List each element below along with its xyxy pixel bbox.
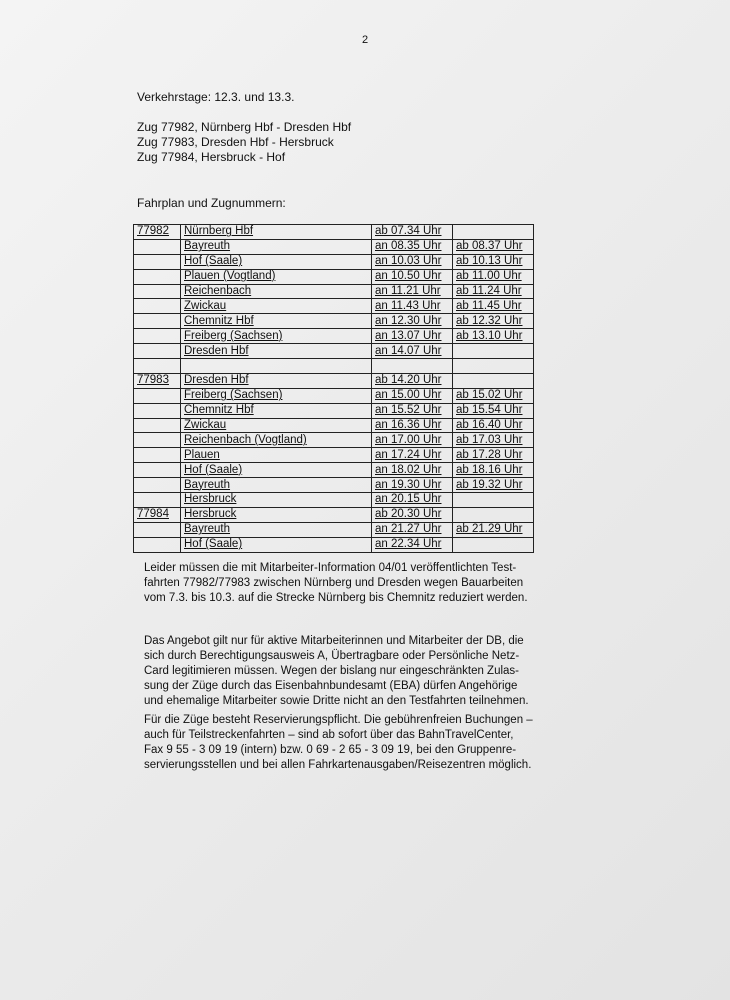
train-number-cell — [134, 433, 181, 448]
train-number-cell — [134, 537, 181, 552]
schedule-table — [133, 224, 534, 553]
train-number-cell — [134, 418, 181, 433]
train-number-cell: 77983 — [134, 373, 181, 388]
train-line: Zug 77983, Dresden Hbf - Hersbruck — [137, 135, 334, 149]
schedule-row — [134, 239, 534, 254]
station-cell: Dresden Hbf — [181, 344, 372, 359]
train-number-cell — [134, 403, 181, 418]
schedule-row — [134, 344, 534, 359]
train-number-cell — [134, 388, 181, 403]
departure-cell: ab 15.54 Uhr — [453, 403, 534, 418]
paragraph-construction — [144, 561, 574, 606]
schedule-row — [134, 254, 534, 269]
departure-cell — [453, 537, 534, 552]
paragraph-line: Für die Züge besteht Reservierungspflicht. Die gebührenfreien Buchungen – — [144, 714, 533, 726]
train-number-cell — [134, 329, 181, 344]
station-cell: Hersbruck — [181, 493, 372, 508]
schedule-row — [134, 225, 534, 240]
schedule-row — [134, 403, 534, 418]
departure-cell — [453, 507, 534, 522]
paragraph-reservation — [144, 713, 574, 773]
paragraph-line: Card legitimieren müssen. Wegen der bislang nur eingeschränkten Zulas- — [144, 665, 520, 677]
train-number-cell — [134, 448, 181, 463]
train-number-cell — [134, 269, 181, 284]
station-cell: Chemnitz Hbf — [181, 314, 372, 329]
station-cell: Plauen (Vogtland) — [181, 269, 372, 284]
arrival-cell: an 10.50 Uhr — [372, 269, 453, 284]
station-cell: Hof (Saale) — [181, 254, 372, 269]
station-cell: Plauen — [181, 448, 372, 463]
arrival-cell: an 18.02 Uhr — [372, 463, 453, 478]
station-cell: Freiberg (Sachsen) — [181, 388, 372, 403]
train-number-cell — [134, 493, 181, 508]
departure-cell — [453, 493, 534, 508]
arrival-cell: an 14.07 Uhr — [372, 344, 453, 359]
station-cell: Zwickau — [181, 418, 372, 433]
schedule-row — [134, 448, 534, 463]
station-cell: Reichenbach (Vogtland) — [181, 433, 372, 448]
arrival-cell: an 08.35 Uhr — [372, 239, 453, 254]
train-list — [137, 120, 351, 165]
departure-cell: ab 19.32 Uhr — [453, 478, 534, 493]
departure-cell: ab 15.02 Uhr — [453, 388, 534, 403]
train-number-cell — [134, 359, 181, 374]
schedule-row — [134, 284, 534, 299]
paragraph-line: vom 7.3. bis 10.3. auf die Strecke Nürnberg bis Chemnitz reduziert werden. — [144, 592, 528, 604]
departure-cell: ab 08.37 Uhr — [453, 239, 534, 254]
station-cell — [181, 359, 372, 374]
departure-cell: ab 17.28 Uhr — [453, 448, 534, 463]
schedule-row — [134, 373, 534, 388]
train-number-cell — [134, 254, 181, 269]
schedule-row — [134, 314, 534, 329]
station-cell: Reichenbach — [181, 284, 372, 299]
train-line: Zug 77984, Hersbruck - Hof — [137, 150, 286, 164]
schedule-row — [134, 299, 534, 314]
station-cell: Hof (Saale) — [181, 463, 372, 478]
departure-cell — [453, 344, 534, 359]
train-number-cell — [134, 478, 181, 493]
station-cell: Bayreuth — [181, 522, 372, 537]
arrival-cell: an 15.52 Uhr — [372, 403, 453, 418]
train-number-cell — [134, 299, 181, 314]
arrival-cell: ab 20.30 Uhr — [372, 507, 453, 522]
arrival-cell: an 10.03 Uhr — [372, 254, 453, 269]
paragraph-line: sung der Züge durch das Eisenbahnbundesamt (EBA) dürfen Angehörige — [144, 680, 518, 692]
station-cell: Bayreuth — [181, 239, 372, 254]
train-number-cell: 77982 — [134, 225, 181, 240]
departure-cell: ab 10.13 Uhr — [453, 254, 534, 269]
departure-cell: ab 17.03 Uhr — [453, 433, 534, 448]
paragraph-line: fahrten 77982/77983 zwischen Nürnberg und Dresden wegen Bauarbeiten — [144, 577, 524, 589]
arrival-cell — [372, 359, 453, 374]
train-number-cell — [134, 284, 181, 299]
arrival-cell: an 22.34 Uhr — [372, 537, 453, 552]
arrival-cell: an 15.00 Uhr — [372, 388, 453, 403]
departure-cell: ab 12.32 Uhr — [453, 314, 534, 329]
paragraph-line: Leider müssen die mit Mitarbeiter-Information 04/01 veröffentlichten Test- — [144, 562, 517, 574]
paragraph-line: Das Angebot gilt nur für aktive Mitarbeiterinnen und Mitarbeiter der DB, die — [144, 635, 524, 647]
station-cell: Chemnitz Hbf — [181, 403, 372, 418]
train-number-cell — [134, 522, 181, 537]
arrival-cell: an 11.21 Uhr — [372, 284, 453, 299]
arrival-cell: an 13.07 Uhr — [372, 329, 453, 344]
schedule-row — [134, 388, 534, 403]
travel-days: Verkehrstage: 12.3. und 13.3. — [137, 90, 295, 104]
arrival-cell: an 20.15 Uhr — [372, 493, 453, 508]
arrival-cell: an 21.27 Uhr — [372, 522, 453, 537]
paragraph-line: sich durch Berechtigungsausweis A, Übertragbare oder Persönliche Netz- — [144, 650, 520, 662]
train-number-cell: 77984 — [134, 507, 181, 522]
schedule-row — [134, 359, 534, 374]
departure-cell: ab 13.10 Uhr — [453, 329, 534, 344]
arrival-cell: an 12.30 Uhr — [372, 314, 453, 329]
arrival-cell: ab 07.34 Uhr — [372, 225, 453, 240]
arrival-cell: an 17.00 Uhr — [372, 433, 453, 448]
schedule-row — [134, 478, 534, 493]
departure-cell: ab 16.40 Uhr — [453, 418, 534, 433]
paragraph-eligibility — [144, 634, 574, 709]
station-cell: Dresden Hbf — [181, 373, 372, 388]
schedule-row — [134, 507, 534, 522]
train-number-cell — [134, 344, 181, 359]
arrival-cell: an 19.30 Uhr — [372, 478, 453, 493]
schedule-row — [134, 433, 534, 448]
departure-cell — [453, 225, 534, 240]
page-number: 2 — [361, 34, 369, 46]
paragraph-line: servierungsstellen und bei allen Fahrkartenausgaben/Reisezentren möglich. — [144, 759, 532, 771]
station-cell: Bayreuth — [181, 478, 372, 493]
departure-cell: ab 11.45 Uhr — [453, 299, 534, 314]
paragraph-line: Fax 9 55 - 3 09 19 (intern) bzw. 0 69 - 2 65 - 3 09 19, bei den Gruppenre- — [144, 744, 517, 756]
schedule-row — [134, 329, 534, 344]
arrival-cell: ab 14.20 Uhr — [372, 373, 453, 388]
schedule-row — [134, 493, 534, 508]
station-cell: Freiberg (Sachsen) — [181, 329, 372, 344]
departure-cell: ab 11.00 Uhr — [453, 269, 534, 284]
paragraph-line: und ehemalige Mitarbeiter sowie Dritte nicht an den Testfahrten teilnehmen. — [144, 695, 529, 707]
station-cell: Zwickau — [181, 299, 372, 314]
arrival-cell: an 11.43 Uhr — [372, 299, 453, 314]
schedule-heading: Fahrplan und Zugnummern: — [137, 196, 286, 210]
station-cell: Hersbruck — [181, 507, 372, 522]
train-number-cell — [134, 314, 181, 329]
train-number-cell — [134, 239, 181, 254]
arrival-cell: an 17.24 Uhr — [372, 448, 453, 463]
departure-cell — [453, 359, 534, 374]
schedule-row — [134, 269, 534, 284]
station-cell: Hof (Saale) — [181, 537, 372, 552]
schedule-row — [134, 463, 534, 478]
train-number-cell — [134, 463, 181, 478]
schedule-row — [134, 522, 534, 537]
departure-cell: ab 21.29 Uhr — [453, 522, 534, 537]
departure-cell — [453, 373, 534, 388]
schedule-row — [134, 418, 534, 433]
paragraph-line: auch für Teilstreckenfahrten – sind ab sofort über das BahnTravelCenter, — [144, 729, 514, 741]
arrival-cell: an 16.36 Uhr — [372, 418, 453, 433]
departure-cell: ab 11.24 Uhr — [453, 284, 534, 299]
schedule-row — [134, 537, 534, 552]
station-cell: Nürnberg Hbf — [181, 225, 372, 240]
departure-cell: ab 18.16 Uhr — [453, 463, 534, 478]
train-line: Zug 77982, Nürnberg Hbf - Dresden Hbf — [137, 120, 352, 134]
